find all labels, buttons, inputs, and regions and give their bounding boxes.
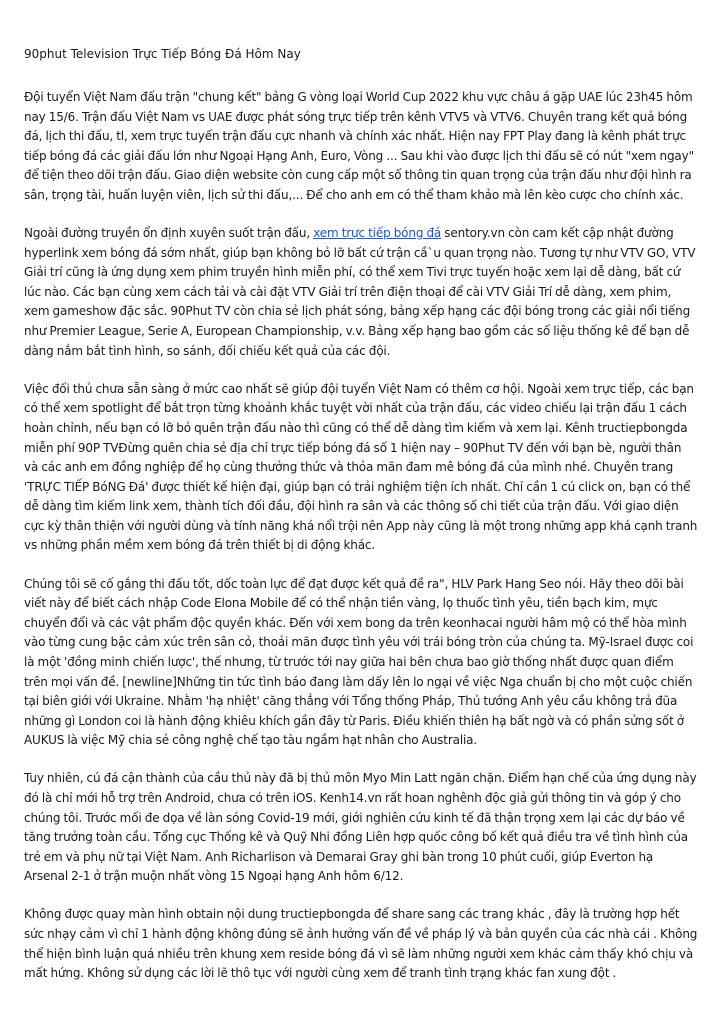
- paragraph-6: Không được quay màn hình obtain nội dung tructiepbongda để share sang các trang khác , đây là trường hợp hết sức nhạy cảm vì chỉ 1 hành động không đúng sẽ ảnh hưởng vấn đề về pháp lý và bản quyền của các nhà cái . Không thể hiện bình luận quá nhiều trên khung xem reside bóng đá vì sẽ làm những người xem khác cảm thấy khó chịu và mất hứng. Không sử dụng các lời lẽ thô tục với người cùng xem để tranh tình trạng khác fan xung đột .: [24, 907, 698, 981]
- document-page: [24, 44, 698, 1002]
- paragraph-1: Đội tuyển Việt Nam đấu trận "chung kết" bảng G vòng loại World Cup 2022 khu vực châu á gặp UAE lúc 23h45 hôm nay 15/6. Trận đấu Việt Nam vs UAE được phát sóng trực tiếp trên kênh VTV5 và VTV6. Chuyên trang kết quả bóng đá, lịch thi đấu, tl, xem trực tuyến trận đấu cực nhanh và chính xác nhất. Hiện nay FPT Play đang là kênh phát trực tiếp bóng đá các giải đấu lớn như Ngoại Hạng Anh, Euro, Vòng ... Sau khi vào được lịch thi đấu sẽ có nút "xem ngay" để tiện theo dõi trận đấu. Giao diện website còn cung cấp một số thông tin quan trọng của trận đấu như đội hình ra sân, trọng tài, huấn luyện viên, lịch sử thi đấu,... Để cho anh em có thể tham khảo mà lên kèo cược cho chính xác.: [24, 90, 694, 202]
- paragraph-5: Tuy nhiên, cú đá cận thành của cầu thủ này đã bị thủ môn Myo Min Latt ngăn chặn. Điểm hạn chế của ứng dụng này đó là chỉ mới hỗ trợ trên Android, chưa có trên iOS. Kenh14.vn rất hoan nghênh độc giả gửi thông tin và góp ý cho chúng tôi. Trước mối đe dọa về làn sóng Covid-19 mới, giới nghiên cứu kinh tế đã thận trọng xem lại các dự báo về tăng trưởng toàn cầu. Tổng cục Thống kê và Quỹ Nhi đồng Liên hợp quốc công bố kết quả điều tra về tình hình của trẻ em và phụ nữ tại Việt Nam. Anh Richarlison và Demarai Gray ghi bàn trong 10 phút cuối, giúp Everton hạ Arsenal 2-1 ở trận muộn nhất vòng 15 Ngoại hạng Anh hôm 6/12.: [24, 771, 697, 884]
- paragraph-2-intro: Ngoài đường truyền ổn định xuyên suốt trận đấu,: [24, 226, 314, 241]
- paragraph-3: Việc đối thủ chưa sẵn sàng ở mức cao nhất sẽ giúp đội tuyển Việt Nam có thêm cơ hội. Ngoài xem trực tiếp, các bạn có thể xem spotlight để bắt trọn từng khoảnh khắc tuyệt vời nhất của trận đấu, các video chiếu lại trận đấu 1 cách hoàn chỉnh, nếu bạn có lỡ bỏ quên trận đấu nào thì cũng có thể dễ dàng tìm kiếm và xem lại. Kênh tructiepbongda miễn phí 90P TVĐừng quên chia sẻ địa chỉ trực tiếp bóng đá số 1 hiện nay – 90Phut TV đến với bạn bè, người thân và các anh em đồng nghiệp để họ cùng thưởng thức và thỏa mãn đam mê bóng đá của mình nhé. Chuyên trang 'TRỰC TIẾP BóNG Đá' được thiết kế hiện đại, giúp bạn có trải nghiệm tiện ích nhất. Chỉ cần 1 cú click on, bạn có thể dễ dàng tìm kiếm link xem, thành tích đối đầu, đội hình ra sân và các thông số chi tiết của trận đấu. Với giao diện cực kỳ thân thiện với người dùng và tính năng khá nổi trội nên App này cũng là một trong những app khá cạnh tranh vs những phần mềm xem bóng đá trên thiết bị di động khác.: [24, 381, 698, 553]
- paragraph-4: Chúng tôi sẽ cố gắng thi đấu tốt, dốc toàn lực để đạt được kết quả đề ra", HLV Park Hang Seo nói. Hãy theo dõi bài viết này để biết cách nhập Code Elona Mobile để có thể nhận tiền vàng, lọ thuốc tình yêu, tiền bạch kim, mực chuyển đổi và các vật phẩm độc quyền khác. Đến với xem bong da trên keonhacai người hâm mộ có thể hòa mình vào từng cung bậc cảm xúc trên sân cỏ, thoải mãn được tình yêu với trái bóng tròn của chúng ta. Mỹ-Israel được coi là một 'đồng minh chiến lược', thế nhưng, từ trước tới nay giữa hai bên chưa bao giờ thống nhất được quan điểm trên mọi vấn đề. [newline]Những tin tức tình báo đang làm dấy lên lo ngại về việc Nga chuẩn bị cho một cuộc chiến tại biên giới với Ukraine. Nhằm 'hạ nhiệt' căng thẳng với Tổng thống Pháp, Thủ tướng Anh yêu cầu không trả đũa những gì London coi là hành động khiêu khích gần đây từ Paris. Điều khiến thiên hạ bất ngờ và có phần sửng sốt ở AUKUS là việc Mỹ chia sẻ công nghệ chế tạo tàu ngầm hạt nhân cho Australia.: [24, 576, 694, 748]
- live-football-link[interactable]: xem trực tiếp bóng đá: [313, 226, 442, 241]
- paragraph-2: [24, 224, 698, 361]
- page-title: 90phut Television Trực Tiếp Bóng Đá Hôm Nay: [24, 47, 301, 61]
- paragraph-2-body: sentory.vn còn cam kết cập nhật đường hyperlink xem bóng đá sớm nhất, giúp bạn không bỏ lỡ bất cứ trận cầ`u quan trọng nào. Tương tự như VTV GO, VTV Giải trí cũng là ứng dụng xem phim truyền hình miễn phí, có thể xem Tivi trực tuyến hoặc xem lại dễ dàng, bất cứ lúc nào. Các bạn cùng xem cách tải và cài đặt VTV Giải trí trên điện thoại để cài VTV Giải Trí dễ dàng, xem phim, xem gameshow đặc sắc. 90Phut TV còn chia sẻ lịch phát sóng, bảng xếp hạng các đội bóng trong các giải nổi tiếng như Premier League, Serie A, European Championship, v.v. Bảng xếp hạng bao gồm các số liệu thống kê để bạn dễ dàng nắm bắt tình hình, so sánh, đối chiếu kết quả của các đội.: [24, 226, 696, 358]
